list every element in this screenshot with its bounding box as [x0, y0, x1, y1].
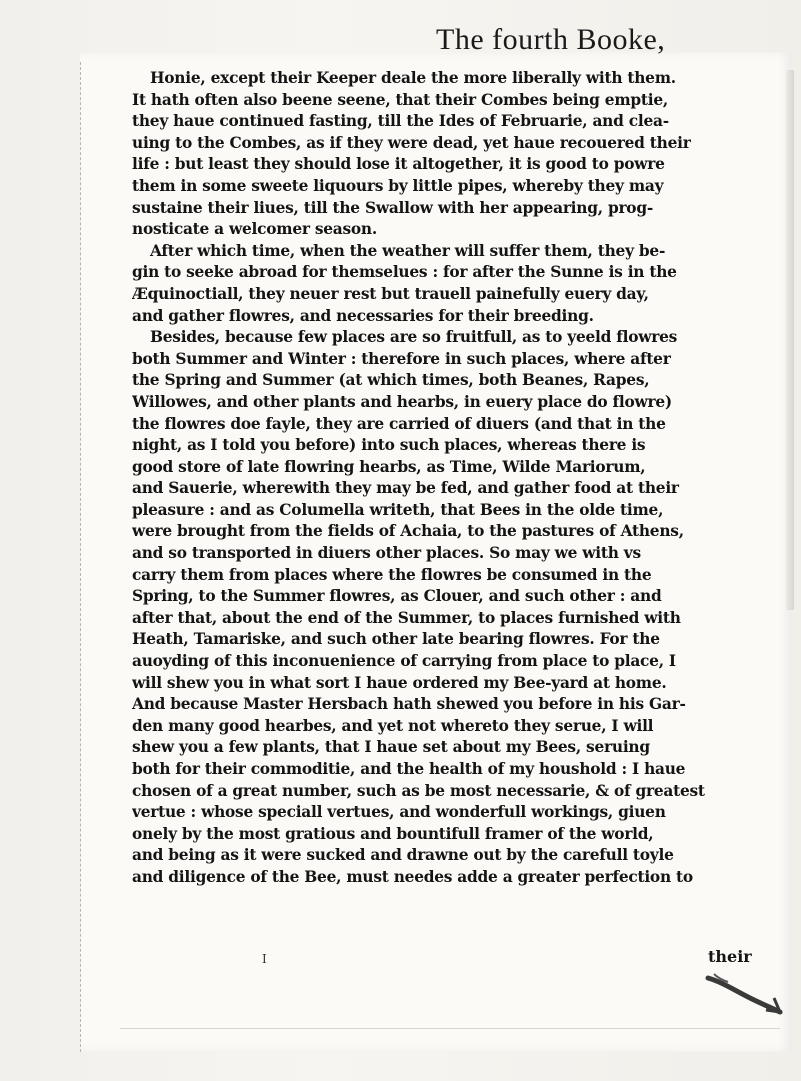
text-line: both for their commoditie, and the health of my houshold : I haue: [132, 760, 686, 778]
text-line: after that, about the end of the Summer, to places furnished with: [132, 608, 681, 627]
text-line: Honie, except their Keeper deale the more liberally with them.: [150, 69, 676, 87]
running-head: The fourth Booke,: [436, 23, 666, 56]
page-header: [0, 0, 801, 56]
text-line: and being as it were sucked and drawne out by the carefull toyle: [132, 846, 674, 865]
text-line: Æquinoctiall, they neuer rest but trauell painefully euery day,: [132, 284, 649, 303]
text-line: good store of late flowring hearbs, as Time, Wilde Mariorum,: [132, 457, 646, 476]
text-line: the Spring and Summer (at which times, both Beanes, Rapes,: [132, 371, 650, 390]
signature-mark: I: [262, 952, 267, 966]
paragraph: [132, 327, 774, 888]
page-bottom-edge: [120, 1028, 780, 1029]
text-line: life : but least they should lose it altogether, it is good to powre: [132, 155, 665, 174]
text-line: Willowes, and other plants and hearbs, in euery place do flowre): [132, 392, 672, 411]
text-line: Besides, because few places are so fruitfull, as to yeeld flowres: [150, 328, 678, 347]
text-line: them in some sweete liquours by little pipes, whereby they may: [132, 176, 664, 195]
text-line: carry them from places where the flowres be consumed in the: [132, 565, 652, 584]
text-line: pleasure : and as Columella writeth, that Bees in the olde time,: [132, 500, 664, 519]
text-line: nosticate a welcomer season.: [132, 220, 377, 239]
page-gutter-edge: [80, 62, 85, 1052]
catchword: their: [708, 947, 752, 966]
text-line: vertue : whose speciall vertues, and wonderfull workings, giuen: [132, 803, 666, 822]
printer-flourish-icon: [704, 968, 784, 1016]
text-line: sustaine their liues, till the Swallow with her appearing, prog-: [132, 198, 653, 217]
paragraph: [132, 241, 774, 327]
text-line: the flowres doe fayle, they are carried of diuers (and that in the: [132, 414, 666, 433]
text-line: will shew you in what sort I haue ordered my Bee-yard at home.: [132, 673, 667, 692]
text-line: uing to the Combes, as if they were dead, yet haue recouered their: [132, 133, 691, 152]
text-line: and diligence of the Bee, must needes adde a greater perfection to: [132, 867, 693, 886]
text-line: night, as I told you before) into such places, whereas there is: [132, 436, 646, 455]
text-line: Heath, Tamariske, and such other late bearing flowres. For the: [132, 630, 660, 649]
text-line: And because Master Hersbach hath shewed you before in his Gar-: [132, 695, 686, 714]
text-line: both Summer and Winter : therefore in such places, where after: [132, 349, 671, 368]
text-line: den many good hearbes, and yet not whereto they serue, I will: [132, 716, 654, 735]
text-line: and gather flowres, and necessaries for their breeding.: [132, 306, 594, 325]
text-line: and Sauerie, wherewith they may be fed, and gather food at their: [132, 479, 679, 498]
text-line: onely by the most gratious and bountifull framer of the world,: [132, 824, 654, 843]
text-line: Spring, to the Summer flowres, as Clouer, and such other : and: [132, 587, 662, 606]
body-text: [132, 68, 774, 889]
text-line: chosen of a great number, such as be most necessarie, & of greatest: [132, 781, 705, 800]
text-line: and so transported in diuers other places. So may we with vs: [132, 544, 641, 563]
paragraph: [132, 68, 774, 241]
text-line: were brought from the fields of Achaia, to the pastures of Athens,: [132, 522, 684, 541]
text-line: they haue continued fasting, till the Ides of Februarie, and clea-: [132, 112, 669, 131]
text-line: gin to seeke abroad for themselues : for after the Sunne is in the: [132, 263, 677, 282]
text-line: After which time, when the weather will suffer them, they be-: [150, 241, 666, 260]
text-line: auoyding of this inconuenience of carrying from place to place, I: [132, 652, 676, 671]
page-fore-edge: [786, 70, 794, 610]
text-line: It hath often also beene seene, that their Combes being emptie,: [132, 90, 668, 109]
text-line: shew you a few plants, that I haue set about my Bees, seruing: [132, 738, 650, 757]
